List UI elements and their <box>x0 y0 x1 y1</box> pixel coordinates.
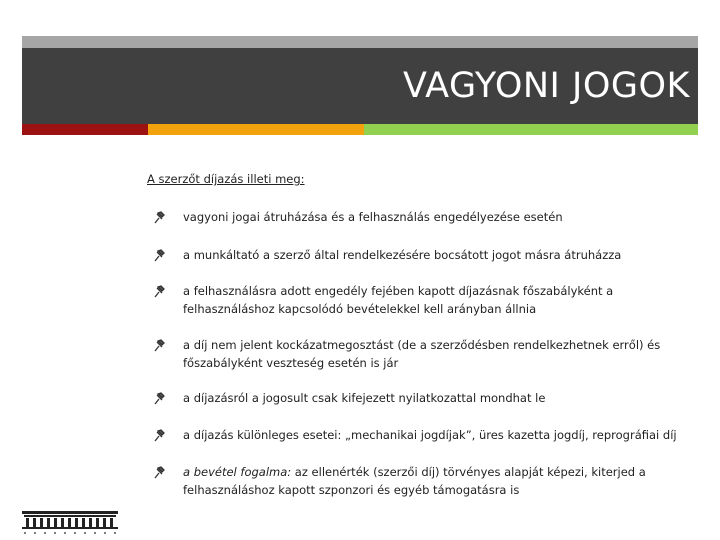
bullet-text-rest: az ellenérték (szerzői díj) törvényes alapját képezi, kiterjed a felhasználáshoz kapott szponzori és egyéb támogatásra is <box>183 465 646 497</box>
pushpin-icon <box>152 428 168 442</box>
pushpin-icon <box>152 465 168 479</box>
pushpin-icon <box>152 338 168 352</box>
intro-text: A szerzőt díjazás illeti meg: <box>147 172 305 186</box>
header-top-strip <box>22 36 698 48</box>
bullet-text: a díjazás különleges esetei: „mechanikai jogdíjak”, üres kazetta jogdíj, reprográfiai díj <box>183 428 677 442</box>
pushpin-icon <box>152 210 168 224</box>
bullet-text: a díjazásról a jogosult csak kifejezett nyilatkozattal mondhat le <box>183 391 546 405</box>
bullet-text <box>183 463 693 499</box>
bullet-text: vagyoni jogai átruházása és a felhasználás engedélyezése esetén <box>183 210 563 224</box>
pushpin-icon <box>152 284 168 298</box>
title-bar <box>22 48 698 124</box>
accent-bar-orange <box>148 124 364 135</box>
pushpin-icon <box>152 248 168 262</box>
bullet-text: a felhasználásra adott engedély fejében kapott díjazásnak főszabályként a felhasználáshoz kapcsolódó bevételekkel kell arányban állnia <box>183 284 614 316</box>
pushpin-icon <box>152 391 168 405</box>
bullet-text: a munkáltató a szerző által rendelkezésére bocsátott jogot másra átruházza <box>183 248 622 262</box>
accent-bar-green <box>364 124 698 135</box>
university-logo-icon <box>20 505 120 535</box>
accent-bar-red <box>22 124 148 135</box>
bullet-italic-term: a bevétel fogalma: <box>183 465 292 479</box>
bullet-text: a díj nem jelent kockázatmegosztást (de a szerződésben rendelkezhetnek erről) és főszabályként veszteség esetén is jár <box>183 338 661 370</box>
slide-title: VAGYONI JOGOK <box>402 66 690 106</box>
